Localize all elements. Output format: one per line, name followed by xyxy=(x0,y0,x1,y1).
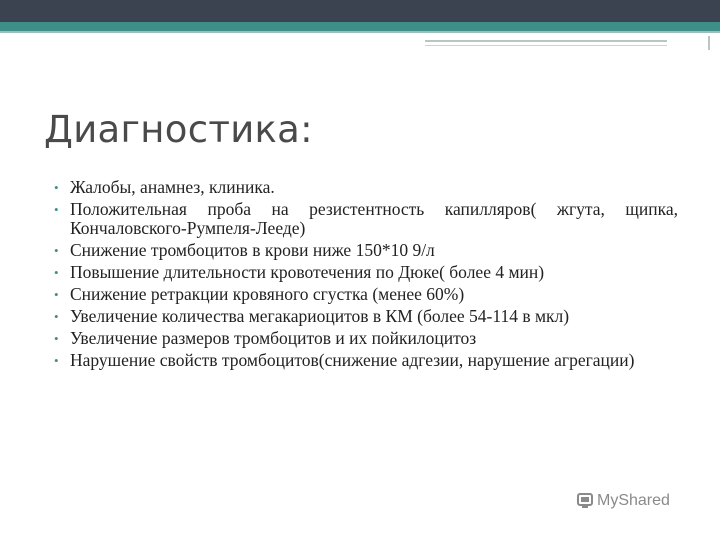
list-item xyxy=(52,178,678,197)
bullet-icon: • xyxy=(54,309,59,324)
list-item xyxy=(52,351,678,370)
decorative-corner xyxy=(708,36,720,50)
list-item xyxy=(52,285,678,304)
list-item xyxy=(52,241,678,260)
list-item xyxy=(52,263,678,282)
myshared-watermark[interactable] xyxy=(576,492,670,510)
slide-title: Диагностика: xyxy=(44,108,313,151)
list-item-text: Нарушение свойств тромбоцитов(снижение адгезии, нарушение агрегации) xyxy=(70,350,635,370)
list-item-text: Повышение длительности кровотечения по Дюке( более 4 мин) xyxy=(70,262,545,282)
bullet-icon: • xyxy=(54,202,59,217)
myshared-logo-icon xyxy=(576,492,594,510)
bullet-icon: • xyxy=(54,180,59,195)
list-item xyxy=(52,329,678,348)
header-bar-dark xyxy=(0,0,720,22)
bullet-icon: • xyxy=(54,287,59,302)
bullet-list xyxy=(52,178,678,373)
list-item-text: Снижение тромбоцитов в крови ниже 150*10 9/л xyxy=(70,240,435,260)
list-item xyxy=(52,307,678,326)
header-bar-thin xyxy=(0,31,720,33)
list-item-text: Увеличение количества мегакариоцитов в КМ (более 54-114 в мкл) xyxy=(70,306,570,326)
decorative-line xyxy=(425,45,667,46)
header-bar-teal xyxy=(0,22,720,31)
watermark-text: MyShared xyxy=(597,492,670,509)
list-item-text: Увеличение размеров тромбоцитов и их пойкилоцитоз xyxy=(70,328,477,348)
bullet-icon: • xyxy=(54,265,59,280)
list-item-text: Положительная проба на резистентность капилляров( жгута, щипка, Кончаловского-Румпеля-Лееде) xyxy=(70,199,678,238)
bullet-icon: • xyxy=(54,331,59,346)
bullet-icon: • xyxy=(54,353,59,368)
list-item-text: Жалобы, анамнез, клиника. xyxy=(70,177,275,197)
bullet-icon: • xyxy=(54,243,59,258)
decorative-line xyxy=(425,40,667,42)
list-item-text: Снижение ретракции кровяного сгустка (менее 60%) xyxy=(70,284,465,304)
list-item xyxy=(52,200,678,238)
